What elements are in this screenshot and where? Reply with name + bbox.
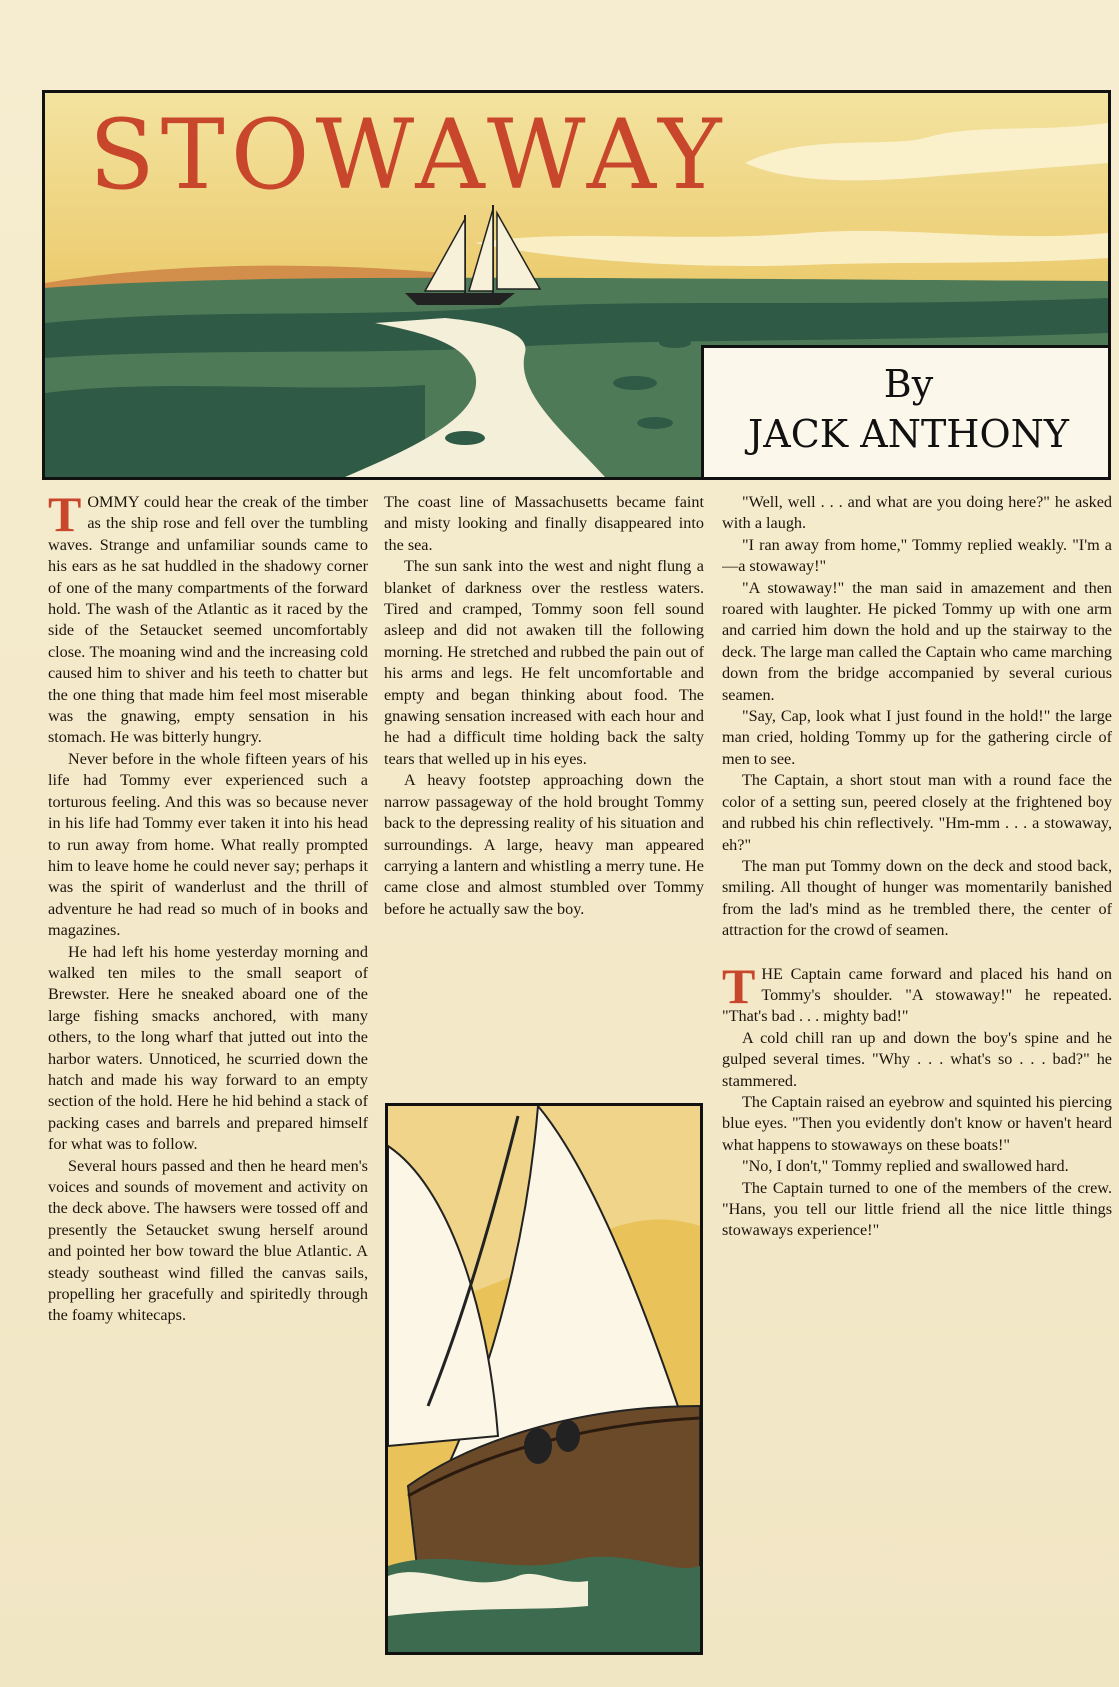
paragraph: THE Captain came forward and placed his hand on Tommy's shoulder. "A stowaway!" he repeated. "That's bad . . . mighty bad!" (722, 957, 1112, 1026)
paragraph: A heavy footstep approaching down the narrow passageway of the hold brought Tommy back to the depressing reality of his situation and surroundings. A large, heavy man appeared carrying a lantern and whistling a merry tune. He came close and almost stumbled over Tommy before he actually saw the boy. (384, 771, 704, 918)
drop-cap: T (48, 486, 82, 542)
paragraph: Several hours passed and then he heard men's voices and sounds of movement and activity on the deck above. The hawsers were tossed off and presently the Setaucket swung herself around and pointed her bow toward the blue Atlantic. A steady southeast wind filled the canvas sails, propelling her gracefully and spiritedly through the foamy whitecaps. (48, 1156, 368, 1325)
paragraph: The sun sank into the west and night flung a blanket of darkness over the restless waters. Tired and cramped, Tommy soon fell sound asleep and did not awaken till the following morning. He stretched and rubbed the pain out of his arms and legs. He felt uncomfortable and empty and began thinking about food. The gnawing sensation increased with each hour and he had a difficult time holding back the salty tears that welled up in his eyes. (384, 557, 704, 768)
paragraph: The Captain, a short stout man with a round face the color of a setting sun, peered closely at the frightened boy and rubbed his chin reflectively. "Hm-mm . . . a stowaway, eh?" (722, 771, 1112, 854)
paragraph: The Captain turned to one of the members of the crew. "Hans, you tell our little friend all the nice little things stowaways experience!" (722, 1178, 1112, 1240)
section-break (722, 942, 1112, 964)
story-title: STOWAWAY (89, 99, 728, 211)
paragraph: He had left his home yesterday morning and walked ten miles to the small seaport of Brewster. Here he sneaked aboard one of the large fishing smacks anchored, with many others, to the long wharf that jutted out into the harbor waters. Unnoticed, he scurried down the hatch and made his way forward to an empty section of the hold. Here he hid behind a stack of packing cases and barrels and prepared himself for what was to follow. (48, 942, 368, 1154)
sailboat-icon (388, 1106, 700, 1652)
author-name: JACK ANTHONY (748, 412, 1069, 456)
title-illustration (42, 90, 1111, 480)
paragraph: "No, I don't," Tommy replied and swallowed hard. (742, 1157, 1069, 1176)
paragraph: TOMMY could hear the creak of the timber as the ship rose and fell over the tumbling waves. Strange and unfamiliar sounds came to his ears as he sat huddled in the shadowy corner of one of the many compartments of the forward hold. The wash of the Atlantic as it raced by the side of the Setaucket seemed uncomfortably close. The moaning wind and the increasing cold caused him to shiver and his teeth to chatter but the one thing that made him feel most miserable was the gnawing, empty sensation in his stomach. He was bitterly hungry. (48, 486, 368, 747)
paragraph: The man put Tommy down on the deck and stood back, smiling. All thought of hunger was momentarily banished from the lad's mind as he trembled there, the center of attraction for the crowd of seamen. (722, 856, 1112, 940)
text-column-3 (722, 492, 1112, 1242)
paragraph: "I ran away from home," Tommy replied weakly. "I'm a—a stowaway!" (722, 535, 1112, 576)
paragraph: The coast line of Massachusetts became faint and misty looking and finally disappeared into the sea. (384, 493, 704, 554)
paragraph: The Captain raised an eyebrow and squinted his piercing blue eyes. "Then you evidently don't know or haven't heard what happens to stowaways on these boats!" (722, 1092, 1112, 1154)
paragraph: "A stowaway!" the man said in amazement and then roared with laughter. He picked Tommy up with one arm and carried him down the hold and up the stairway to the deck. The large man called the Captain who came marching down from the bridge accompanied by several curious seamen. (722, 578, 1112, 704)
text-column-1 (48, 486, 368, 1327)
paragraph: A cold chill ran up and down the boy's spine and he gulped several times. "Why . . . what's so . . . bad?" he stammered. (722, 1028, 1112, 1090)
byline-by: By (883, 362, 934, 406)
sailboat-illustration (385, 1103, 703, 1655)
text-column-2 (384, 492, 704, 920)
paragraph: "Say, Cap, look what I just found in the hold!" the large man cried, holding Tommy up for the gathering circle of men to see. (722, 707, 1112, 768)
drop-cap: T (722, 957, 756, 1014)
paragraph: "Well, well . . . and what are you doing here?" he asked with a laugh. (722, 493, 1112, 533)
paragraph: Never before in the whole fifteen years of his life had Tommy ever experienced such a torturous feeling. And this was so because never in his life had Tommy ever taken it into his head to run away from home. What really prompted him to leave home he could never say; perhaps it was the spirit of wanderlust and the thrill of adventure he had read so much of in books and magazines. (48, 749, 368, 940)
byline-box (701, 345, 1111, 480)
